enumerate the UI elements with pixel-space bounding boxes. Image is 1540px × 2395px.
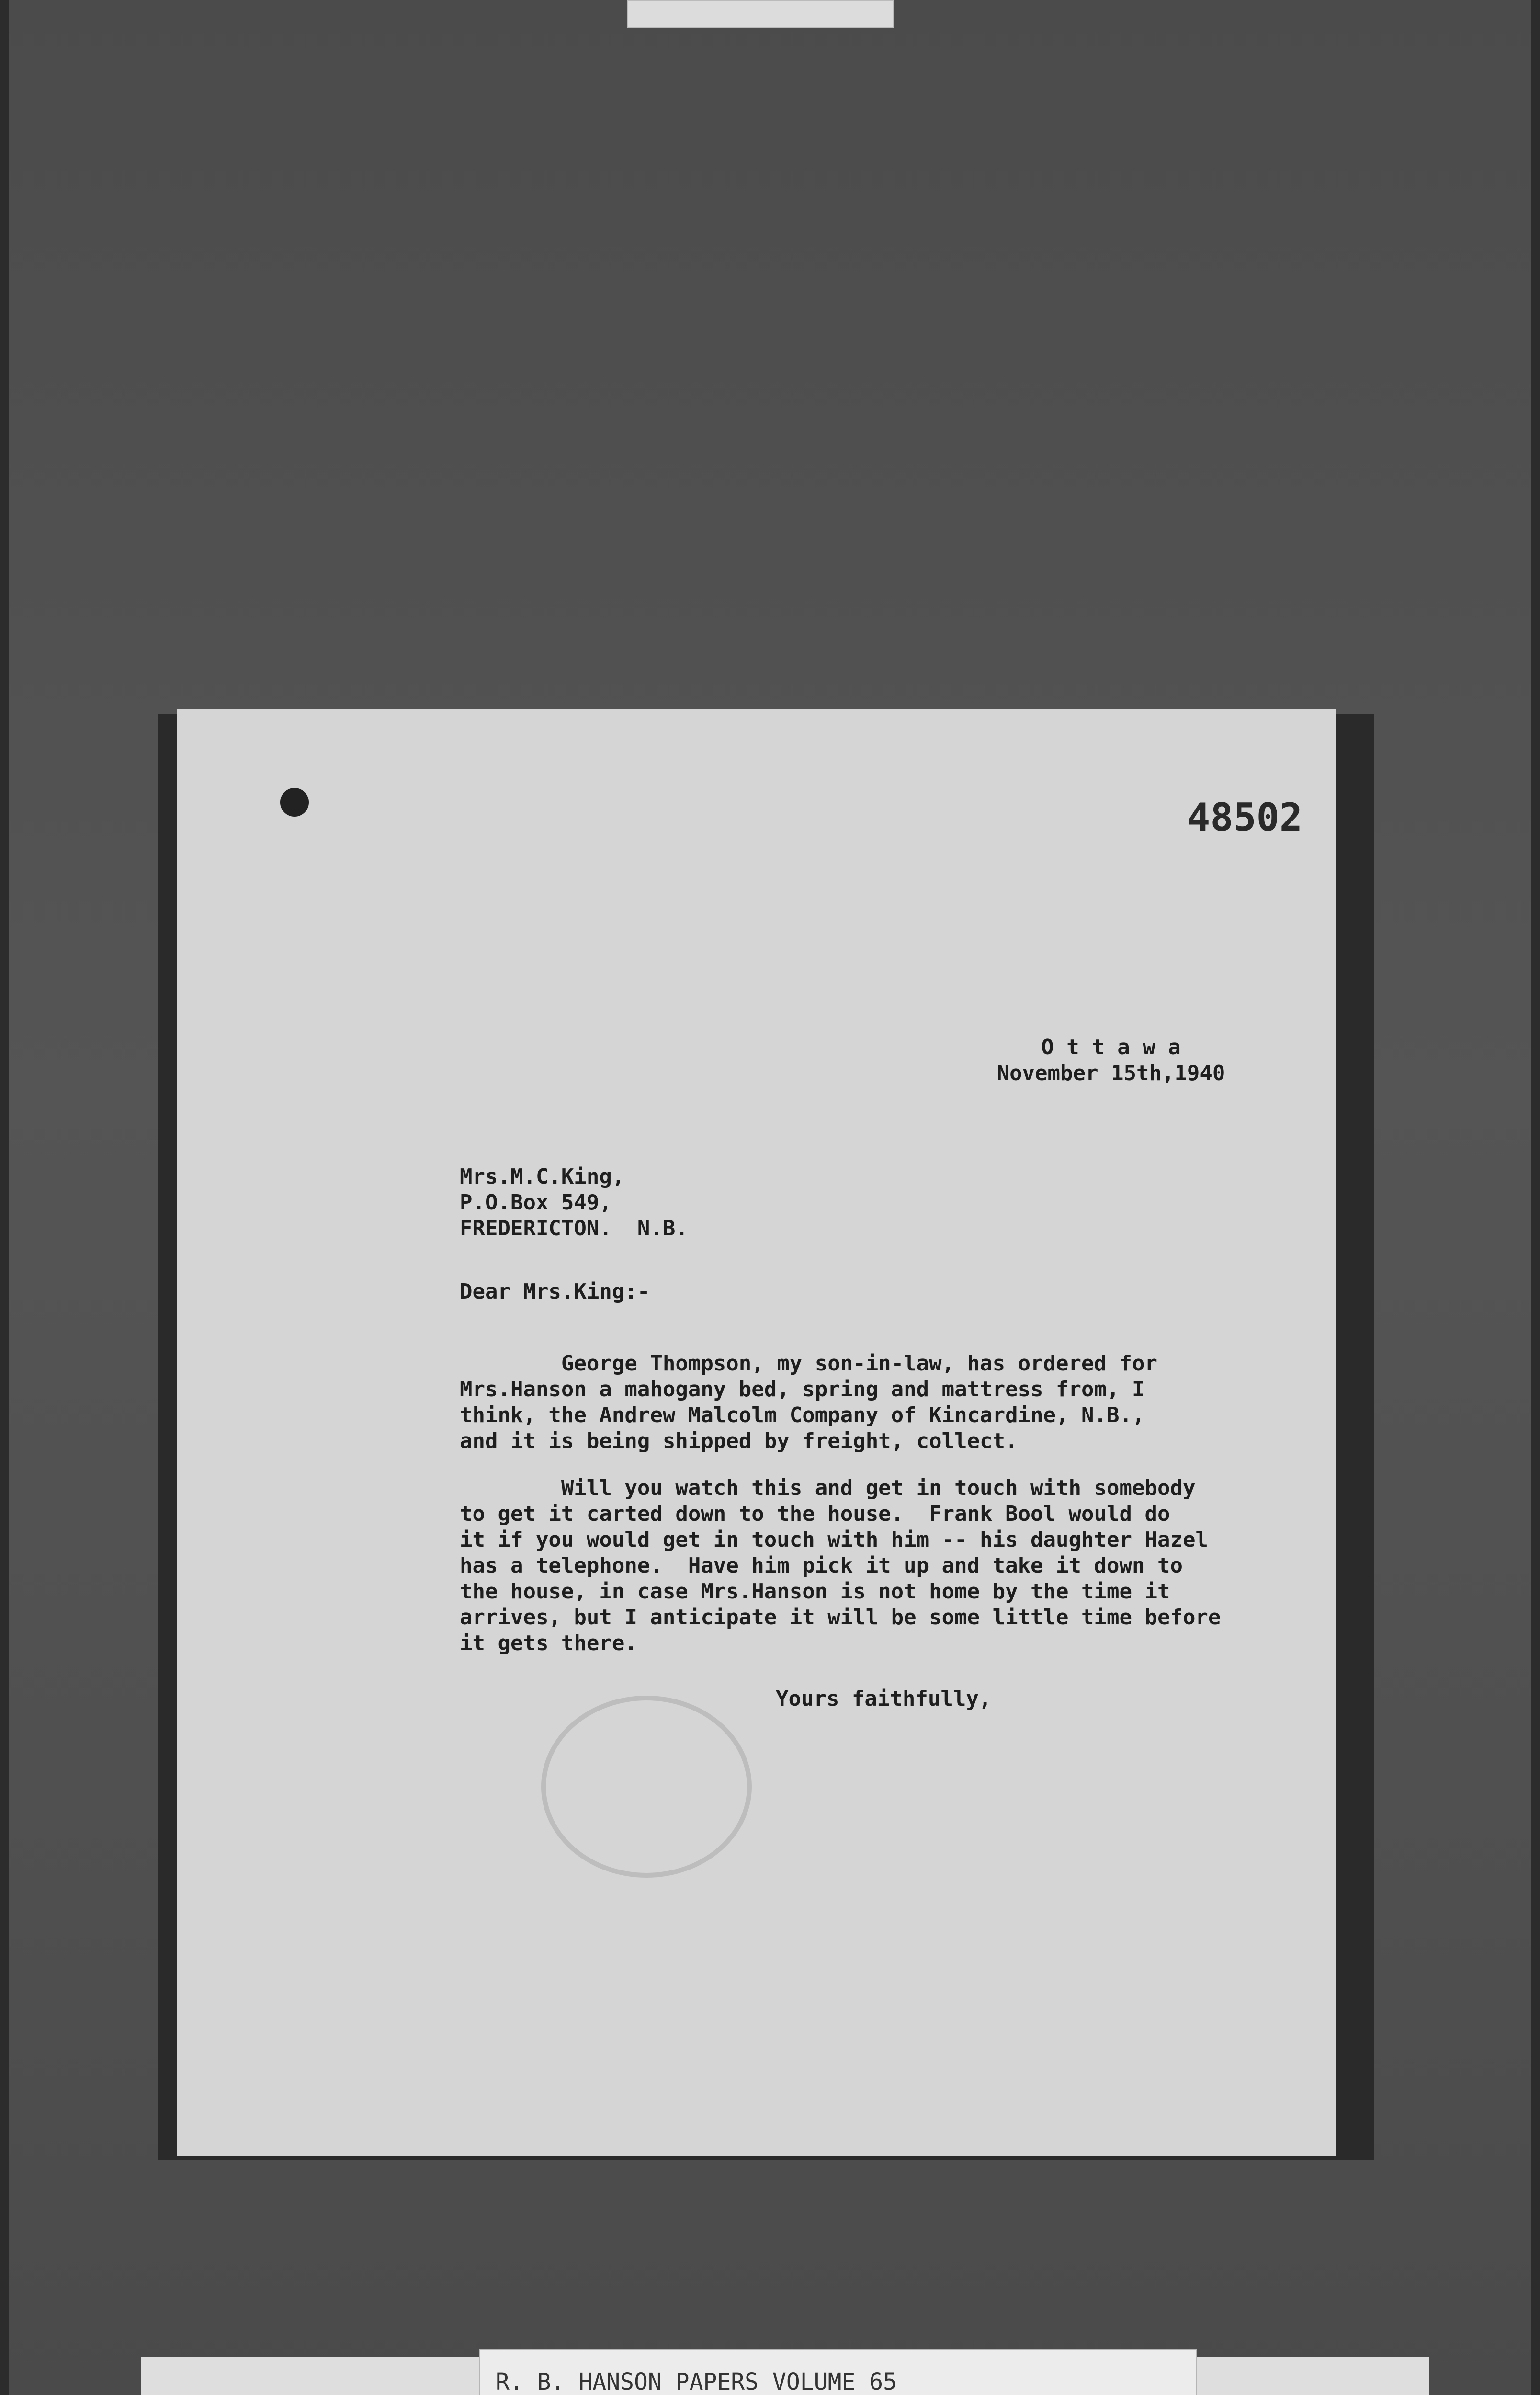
- salutation: Dear Mrs.King:-: [460, 1279, 650, 1304]
- recipient-name: Mrs.M.C.King,: [460, 1164, 625, 1189]
- dateline-place: O t t a w a: [1041, 1035, 1181, 1060]
- recipient-box: P.O.Box 549,: [460, 1190, 612, 1215]
- letter-page: [177, 709, 1336, 2156]
- closing: Yours faithfully,: [776, 1687, 992, 1711]
- dateline: [910, 1035, 1312, 1086]
- dateline-date: November 15th,1940: [996, 1061, 1225, 1085]
- recipient-city: FREDERICTON. N.B.: [460, 1216, 688, 1241]
- film-edge-left: [0, 0, 9, 2395]
- body-paragraph-2: Will you watch this and get in touch with somebody to get it carted down to the house. Frank Bool would do it if you would get in touch with him -- his daughter Hazel has a telephone. Have him pick it up and take it down to the house, in case Mrs.Hanson is not home by the time it arrives, but I anticipate it will be some little time before it gets there.: [460, 1476, 1221, 1655]
- folio-number: 48502: [1187, 795, 1302, 840]
- recipient-address: [460, 1164, 688, 1242]
- volume-label: R. B. HANSON PAPERS VOLUME 65: [479, 2349, 1197, 2395]
- embossed-seal: [541, 1696, 752, 1878]
- top-paper-tab: [627, 0, 894, 28]
- film-edge-right: [1531, 0, 1540, 2395]
- punch-hole: [280, 788, 309, 817]
- body-paragraph-1: George Thompson, my son-in-law, has ordered for Mrs.Hanson a mahogany bed, spring and mattress from, I think, the Andrew Malcolm Company of Kincardine, N.B., and it is being shipped by freight, collect.: [460, 1351, 1157, 1453]
